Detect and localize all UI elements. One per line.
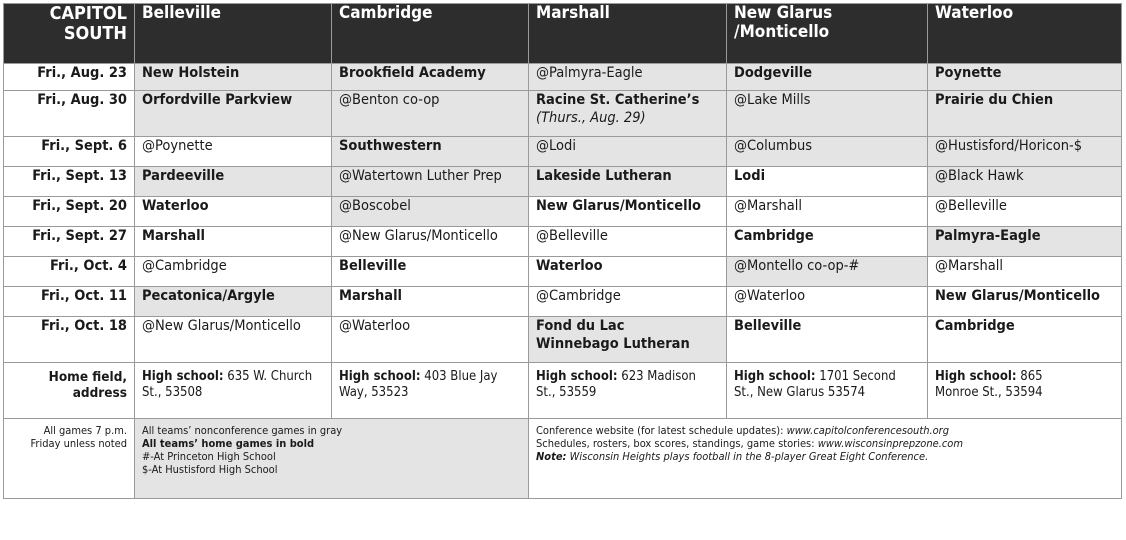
- opponent-cell-new-glarus-monticello: [727, 257, 928, 287]
- team-header-label: Waterloo: [935, 3, 1014, 23]
- header-row: [4, 4, 1122, 64]
- opponent-name: @Benton co-op: [339, 92, 440, 108]
- team-header-cambridge: [332, 4, 529, 64]
- opponent-name: @Palmyra-Eagle: [536, 65, 643, 81]
- opponent-name: Pecatonica/Argyle: [142, 288, 275, 304]
- home-field-waterloo: [928, 363, 1122, 419]
- opponent-name: @Lodi: [536, 138, 576, 154]
- opponent-name: @Poynette: [142, 138, 213, 154]
- opponent-cell-belleville: [135, 64, 332, 91]
- opponent-cell-cambridge: [332, 257, 529, 287]
- opponent-name: New Holstein: [142, 65, 240, 81]
- opponent-name: @Cambridge: [536, 288, 621, 304]
- schedule-row: [4, 287, 1122, 317]
- game-time-line1: All games 7 p.m.: [43, 424, 127, 437]
- opponent-cell-new-glarus-monticello: [727, 287, 928, 317]
- game-date: Fri., Sept. 13: [4, 167, 135, 197]
- website-link[interactable]: www.capitolconferencesouth.org: [786, 424, 950, 437]
- opponent-name: Marshall: [142, 228, 206, 244]
- opponent-name: @Cambridge: [142, 258, 227, 274]
- opponent-name: @Waterloo: [339, 318, 411, 334]
- opponent-name: @Columbus: [734, 138, 813, 154]
- home-field-label-line1: Home field,: [48, 369, 127, 385]
- schedule-row: [4, 167, 1122, 197]
- opponent-name: Poynette: [935, 65, 1002, 81]
- game-date: Fri., Oct. 11: [4, 287, 135, 317]
- opponent-cell-marshall: [529, 137, 727, 167]
- address-line2: St., 53508: [142, 385, 203, 400]
- schedule-row: [4, 227, 1122, 257]
- opponent-cell-new-glarus-monticello: [727, 167, 928, 197]
- opponent-name: @Watertown Luther Prep: [339, 168, 502, 184]
- opponent-name: Prairie du Chien: [935, 92, 1054, 108]
- opponent-name: Lodi: [734, 168, 766, 184]
- schedule-footer: [4, 363, 1122, 499]
- opponent-cell-marshall: [529, 167, 727, 197]
- opponent-cell-belleville: [135, 167, 332, 197]
- conference-info: [529, 419, 1122, 499]
- home-field-label: [4, 363, 135, 419]
- home-field-row: [4, 363, 1122, 419]
- team-header-label: Cambridge: [339, 3, 433, 23]
- opponent-cell-waterloo: [928, 227, 1122, 257]
- opponent-name: Brookfield Academy: [339, 65, 486, 81]
- opponent-name: @New Glarus/Monticello: [142, 318, 301, 334]
- schedule-body: [4, 64, 1122, 363]
- opponent-name: Belleville: [734, 318, 802, 334]
- opponent-cell-belleville: [135, 287, 332, 317]
- opponent-name: Palmyra-Eagle: [935, 228, 1041, 244]
- opponent-cell-marshall: [529, 64, 727, 91]
- team-header-label: New Glarus /Monticello: [734, 3, 833, 42]
- opponent-name: Waterloo: [536, 258, 603, 274]
- stats-text: Schedules, rosters, box scores, standings, game stories:: [536, 437, 818, 450]
- legend: [135, 419, 529, 499]
- address-line2: Way, 53523: [339, 385, 409, 400]
- schedule-row: [4, 91, 1122, 137]
- opponent-cell-waterloo: [928, 257, 1122, 287]
- opponent-cell-new-glarus-monticello: [727, 197, 928, 227]
- opponent-cell-belleville: [135, 197, 332, 227]
- address-line1: 403 Blue Jay: [420, 369, 498, 384]
- address-prefix: High school:: [339, 369, 421, 384]
- opponent-cell-waterloo: [928, 287, 1122, 317]
- team-header-label: Marshall: [536, 3, 610, 23]
- opponent-cell-waterloo: [928, 137, 1122, 167]
- opponent-name: Orfordville Parkview: [142, 92, 293, 108]
- opponent-cell-marshall: [529, 287, 727, 317]
- conference-title-line2: SOUTH: [63, 23, 127, 44]
- game-date: Fri., Sept. 27: [4, 227, 135, 257]
- note-text: Wisconsin Heights plays football in the 8-player Great Eight Conference.: [566, 450, 929, 463]
- team-header-label: Belleville: [142, 3, 221, 23]
- legend-bold: All teams’ home games in bold: [142, 437, 315, 450]
- game-time-note: [4, 419, 135, 499]
- opponent-name: Waterloo: [142, 198, 209, 214]
- opponent-name: @Marshall: [935, 258, 1003, 274]
- address-prefix: High school:: [142, 369, 224, 384]
- opponent-name: Belleville: [339, 258, 407, 274]
- address-line2: Monroe St., 53594: [935, 385, 1043, 400]
- address-line2: St., 53559: [536, 385, 597, 400]
- opponent-cell-new-glarus-monticello: [727, 64, 928, 91]
- footer-notes-row: [4, 419, 1122, 499]
- team-header-belleville: [135, 4, 332, 64]
- home-field-label-line2: address: [72, 385, 127, 401]
- address-line1: 865: [1016, 369, 1043, 384]
- opponent-name: New Glarus/Monticello: [935, 288, 1101, 304]
- game-date: Fri., Aug. 23: [4, 64, 135, 91]
- opponent-cell-cambridge: [332, 137, 529, 167]
- opponent-name: @Hustisford/Horicon-$: [935, 138, 1083, 154]
- opponent-cell-marshall: [529, 197, 727, 227]
- opponent-cell-cambridge: [332, 227, 529, 257]
- address-prefix: High school:: [734, 369, 816, 384]
- team-header-marshall: [529, 4, 727, 64]
- opponent-cell-new-glarus-monticello: [727, 227, 928, 257]
- home-field-belleville: [135, 363, 332, 419]
- game-date: Fri., Sept. 20: [4, 197, 135, 227]
- opponent-name: @Montello co-op-#: [734, 258, 860, 274]
- opponent-name: Dodgeville: [734, 65, 813, 81]
- game-date-note: (Thurs., Aug. 29): [536, 110, 646, 126]
- opponent-cell-marshall: [529, 317, 727, 363]
- opponent-cell-belleville: [135, 257, 332, 287]
- home-field-marshall: [529, 363, 727, 419]
- opponent-name: Lakeside Lutheran: [536, 168, 672, 184]
- stats-link[interactable]: www.wisconsinprepzone.com: [817, 437, 963, 450]
- opponent-name: @Lake Mills: [734, 92, 811, 108]
- note-label: Note:: [536, 450, 567, 463]
- address-line1: 1701 Second: [815, 369, 896, 384]
- game-date: Fri., Oct. 18: [4, 317, 135, 363]
- opponent-cell-waterloo: [928, 197, 1122, 227]
- opponent-cell-belleville: [135, 227, 332, 257]
- schedule-row: [4, 197, 1122, 227]
- address-prefix: High school:: [935, 369, 1017, 384]
- opponent-cell-belleville: [135, 137, 332, 167]
- opponent-name: @Belleville: [935, 198, 1007, 214]
- opponent-name: @Waterloo: [734, 288, 806, 304]
- opponent-cell-new-glarus-monticello: [727, 137, 928, 167]
- opponent-cell-waterloo: [928, 91, 1122, 137]
- opponent-name: Cambridge: [935, 318, 1015, 334]
- home-field-cambridge: [332, 363, 529, 419]
- opponent-cell-cambridge: [332, 287, 529, 317]
- opponent-name: @Marshall: [734, 198, 802, 214]
- opponent-cell-waterloo: [928, 64, 1122, 91]
- opponent-cell-marshall: [529, 227, 727, 257]
- game-time-line2: Friday unless noted: [30, 437, 127, 450]
- opponent-cell-cambridge: [332, 167, 529, 197]
- opponent-name: @Belleville: [536, 228, 608, 244]
- address-line2: St., New Glarus 53574: [734, 385, 866, 400]
- opponent-name: Southwestern: [339, 138, 442, 154]
- opponent-name: Pardeeville: [142, 168, 225, 184]
- opponent-cell-belleville: [135, 91, 332, 137]
- schedule-row: [4, 137, 1122, 167]
- opponent-cell-belleville: [135, 317, 332, 363]
- address-line1: 623 Madison: [617, 369, 696, 384]
- schedule-row: [4, 64, 1122, 91]
- opponent-name: New Glarus/Monticello: [536, 198, 702, 214]
- home-field-new-glarus: [727, 363, 928, 419]
- legend-princeton: #-At Princeton High School: [142, 450, 276, 463]
- opponent-name: Cambridge: [734, 228, 814, 244]
- legend-hustisford: $-At Hustisford High School: [142, 463, 278, 476]
- opponent-cell-waterloo: [928, 167, 1122, 197]
- team-header-new-glarus-monticello: [727, 4, 928, 64]
- opponent-cell-waterloo: [928, 317, 1122, 363]
- address-prefix: High school:: [536, 369, 618, 384]
- opponent-cell-new-glarus-monticello: [727, 317, 928, 363]
- game-date: Fri., Oct. 4: [4, 257, 135, 287]
- game-date: Fri., Sept. 6: [4, 137, 135, 167]
- opponent-cell-marshall: [529, 257, 727, 287]
- opponent-name: Fond du Lac Winnebago Lutheran: [536, 318, 690, 352]
- schedule-row: [4, 317, 1122, 363]
- schedule-row: [4, 257, 1122, 287]
- game-date: Fri., Aug. 30: [4, 91, 135, 137]
- opponent-name: Marshall: [339, 288, 403, 304]
- website-text: Conference website (for latest schedule updates):: [536, 424, 787, 437]
- opponent-name: @New Glarus/Monticello: [339, 228, 498, 244]
- address-line1: 635 W. Church: [223, 369, 313, 384]
- opponent-name: Racine St. Catherine’s: [536, 92, 700, 108]
- conference-title-line1: CAPITOL: [49, 3, 127, 24]
- opponent-cell-new-glarus-monticello: [727, 91, 928, 137]
- opponent-cell-marshall: [529, 91, 727, 137]
- legend-gray: All teams’ nonconference games in gray: [142, 424, 343, 437]
- schedule-table: [3, 3, 1122, 499]
- opponent-cell-cambridge: [332, 317, 529, 363]
- opponent-cell-cambridge: [332, 64, 529, 91]
- team-header-waterloo: [928, 4, 1122, 64]
- conference-title: [4, 4, 135, 64]
- opponent-cell-cambridge: [332, 91, 529, 137]
- opponent-cell-cambridge: [332, 197, 529, 227]
- opponent-name: @Boscobel: [339, 198, 411, 214]
- opponent-name: @Black Hawk: [935, 168, 1024, 184]
